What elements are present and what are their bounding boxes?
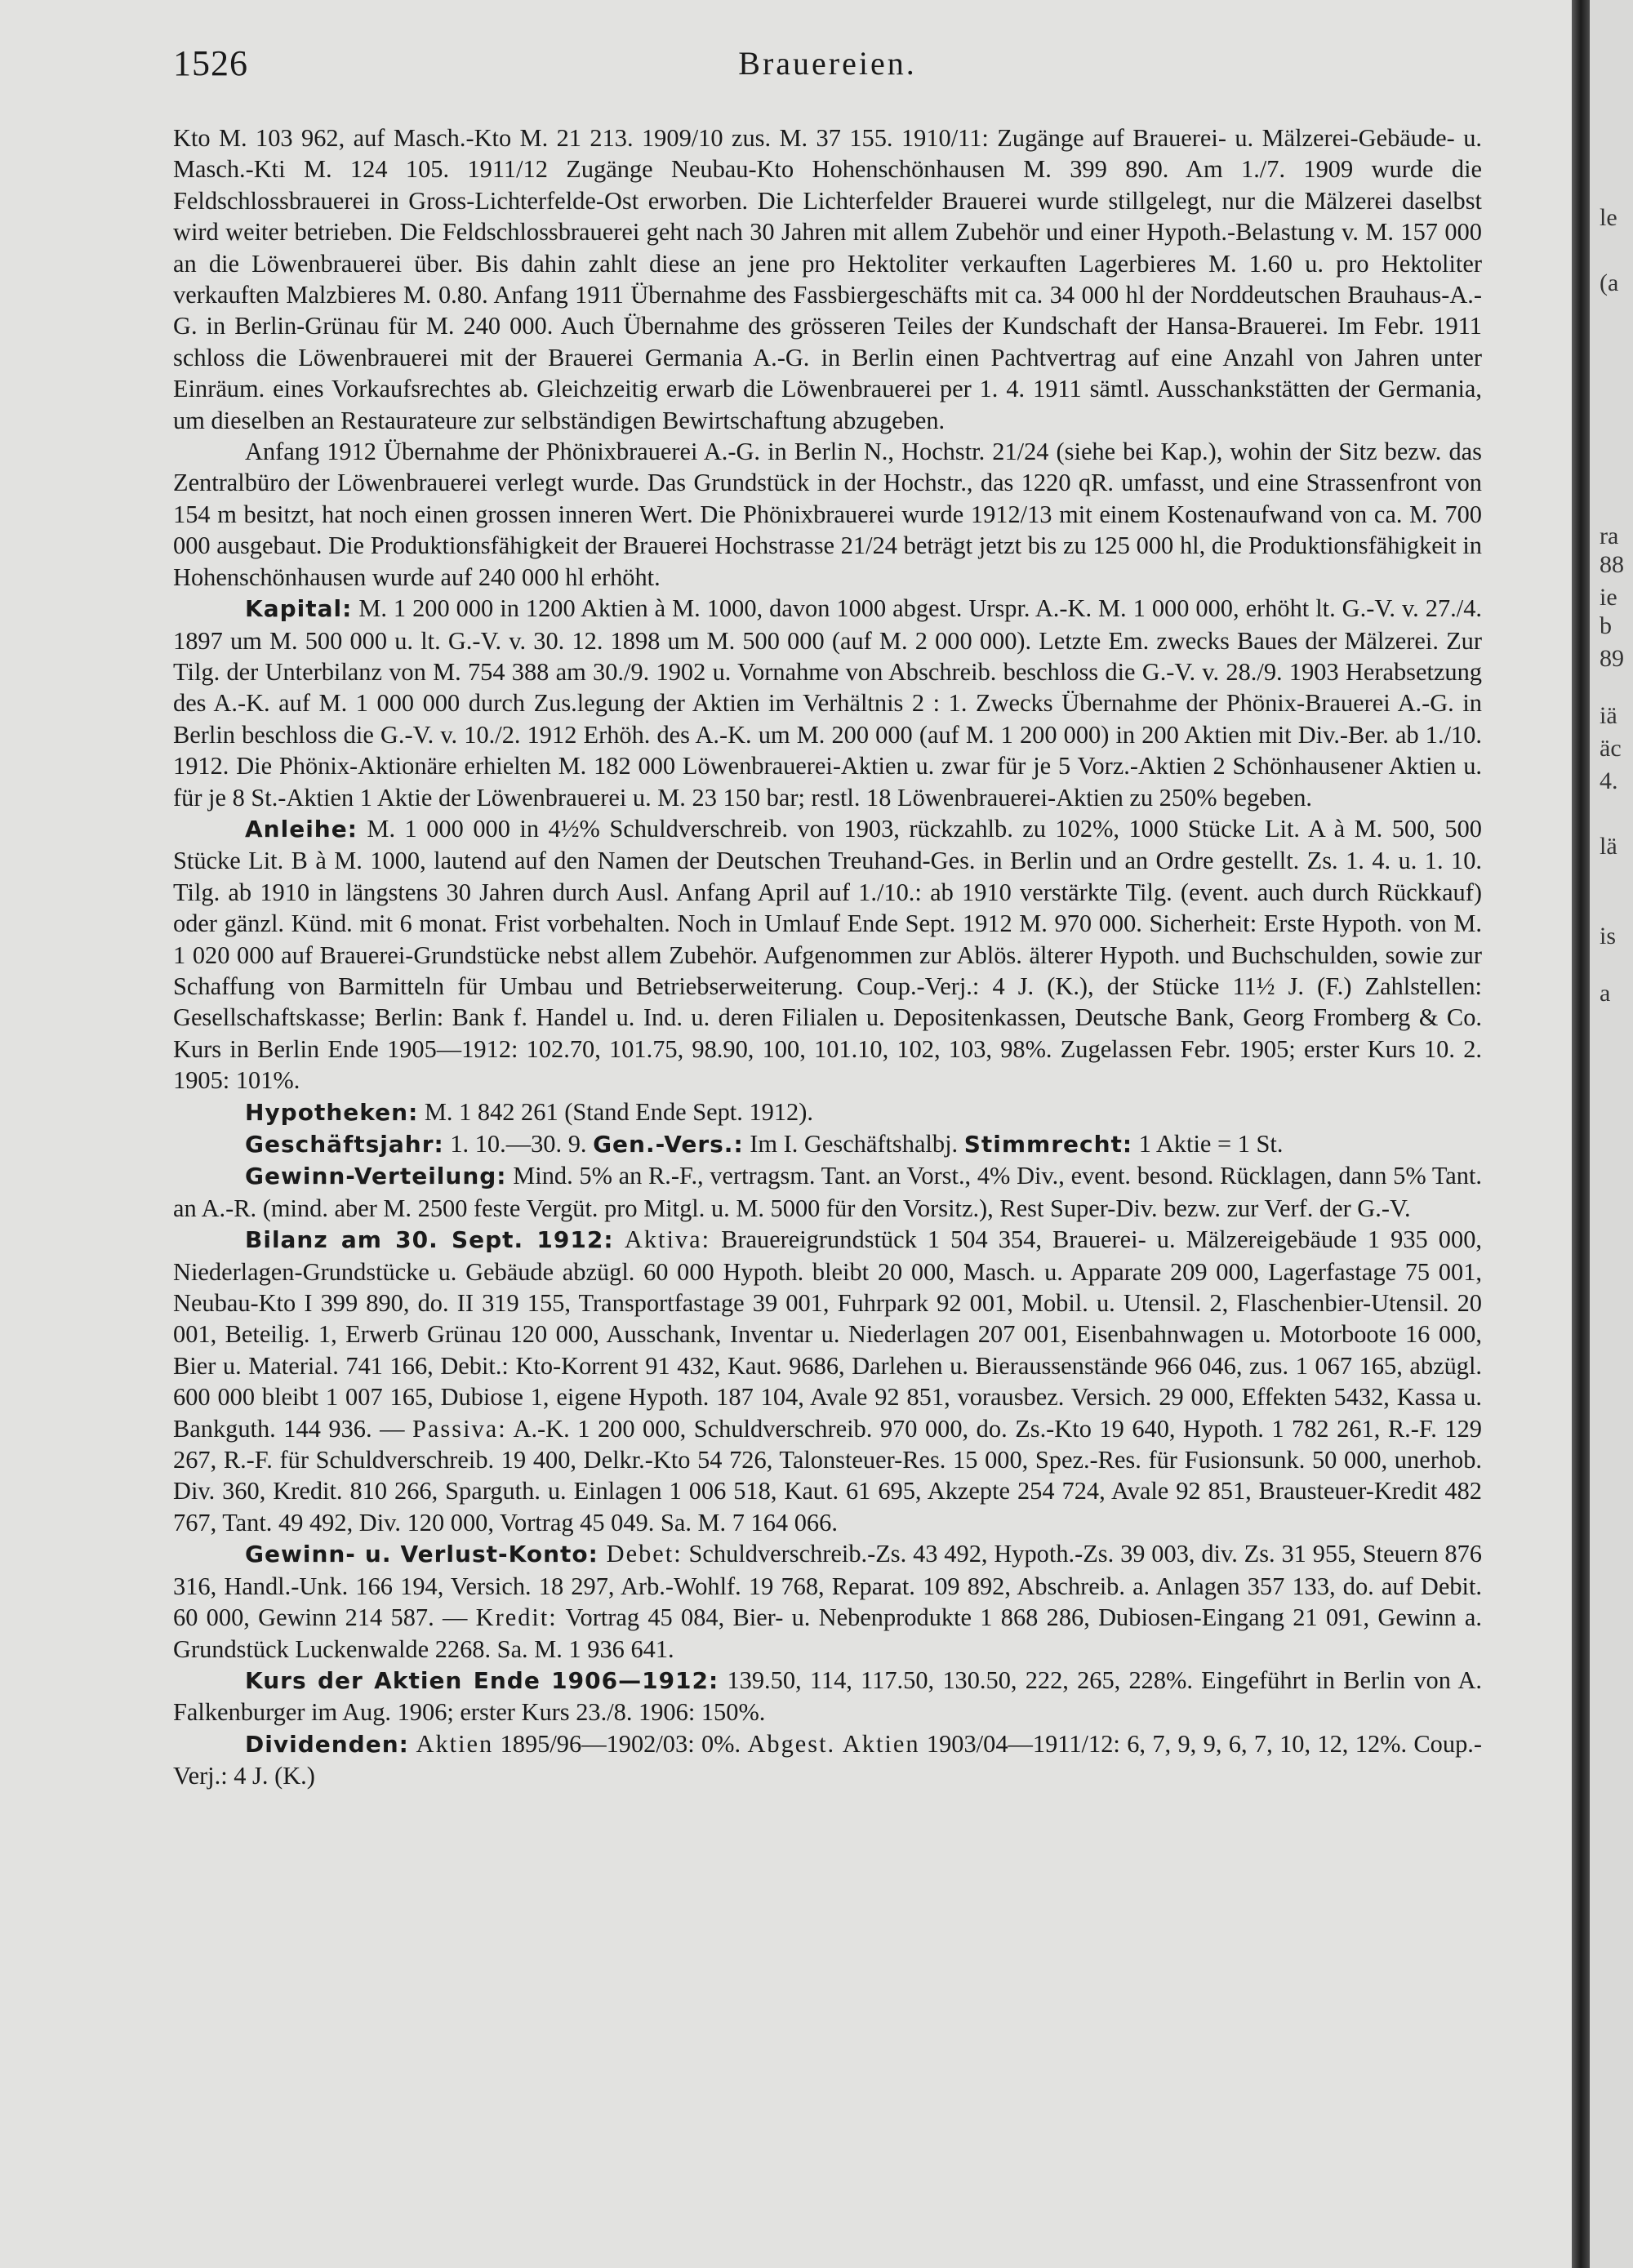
text-genvers: Im I. Geschäftshalbj. bbox=[743, 1130, 964, 1158]
text-kapital: M. 1 200 000 in 1200 Aktien à M. 1000, davon 1000 abgest. Urspr. A.-K. M. 1 000 000, erhöht lt. G.-V. v. 27./4. 1897 um M. 500 000 u. lt. G.-V. v. 30. 12. 1898 um M. 500 000 (auf M. 2 000 000). Letzte Em. zwecks Baues der Mälzerei. Zur Tilg. der Unterbilanz von M. 754 388 am 30./9. 1902 u. Vornahme von Abschreib. beschloss die G.-V. v. 28./9. 1903 Herabsetzung des A.-K. auf M. 1 000 000 durch Zus.legung der Aktien im Verhältnis 2 : 1. Zwecks Übernahme der Phönix-Brauerei A.-G. in Berlin beschloss die G.-V. v. 10./2. 1912 Erhöh. des A.-K. um M. 200 000 (auf M. 1 200 000) in 200 Aktien mit Div.-Ber. ab 1./10. 1912. Die Phönix-Aktionäre erhielten M. 182 000 Löwenbrauerei-Aktien u. zwar für je 5 Vorz.-Aktien 2 Schönhausener Aktien u. für je 8 St.-Aktien 1 Aktie der Löwenbrauerei u. M. 23 150 bar; restl. 18 Löwenbrauerei-Aktien zu 250% begeben. bbox=[173, 594, 1482, 812]
text-gewinnverteilung: Mind. 5% an R.-F., vertragsm. Tant. an Vorst., 4% Div., event. besond. Rücklagen, dann 5% Tant. an A.-R. (mind. aber M. 2500 feste Vergüt. pro Mitgl. u. M. 5000 für den Vorsitz.), Rest Super-Div. bezw. zur Verf. der G.-V. bbox=[173, 1162, 1482, 1222]
edge-fragment: b bbox=[1600, 612, 1612, 639]
heading-gewinnverteilung: Gewinn-Verteilung: bbox=[245, 1163, 507, 1190]
heading-hypotheken: Hypotheken: bbox=[245, 1098, 419, 1126]
section-geschaeftsjahr bbox=[173, 1128, 1482, 1160]
edge-fragment: äc bbox=[1600, 735, 1622, 762]
adjacent-page-edge bbox=[1590, 0, 1633, 2268]
text-kurs: 139.50, 114, 117.50, 130.50, 222, 265, 228%. Eingeführt in Berlin von A. Falkenburger im Aug. 1906; erster Kurs 23./8. 1906: 150%. bbox=[173, 1665, 1483, 1727]
page-body bbox=[173, 122, 1482, 1792]
edge-fragment: ra bbox=[1600, 523, 1619, 549]
edge-fragment: lä bbox=[1600, 833, 1617, 860]
section-hypotheken bbox=[173, 1096, 1482, 1128]
section-gewinnverteilung bbox=[173, 1160, 1482, 1224]
text-bilanz-passiva: A.-K. 1 200 000, Schuldverschreib. 970 000, do. Zs.-Kto 19 640, Hypoth. 1 782 261, R.-F. 129 267, R.-F. für Schuldverschreib. 19 400, Delkr.-Kto 54 726, Talonsteuer-Res. 15 000, Spez.-Res. für Fusionsunk. 50 000, unerhob. Div. 360, Kredit. 810 266, Sparguth. u. Einlagen 1 006 518, Kaut. 61 695, Akzepte 254 724, Avale 92 851, Brausteuer-Kredit 482 767, Tant. 49 492, Div. 120 000, Vortrag 45 049. Sa. M. 7 164 066. bbox=[173, 1414, 1483, 1536]
heading-stimmrecht: Stimmrecht: bbox=[963, 1131, 1133, 1158]
section-kurs bbox=[173, 1665, 1482, 1728]
edge-fragment: le bbox=[1600, 204, 1617, 231]
section-anleihe bbox=[173, 813, 1482, 1096]
page-number: 1526 bbox=[173, 43, 248, 83]
edge-fragment: 89 bbox=[1600, 645, 1624, 672]
heading-bilanz: Bilanz am 30. Sept. 1912: bbox=[245, 1226, 614, 1254]
running-head: Brauereien. bbox=[738, 45, 917, 82]
label-debet: Debet: bbox=[598, 1540, 683, 1568]
edge-fragment: is bbox=[1600, 923, 1617, 949]
edge-fragment: iä bbox=[1600, 702, 1617, 729]
edge-fragment: ie bbox=[1600, 584, 1617, 611]
heading-kapital: Kapital: bbox=[245, 595, 353, 623]
heading-genvers: Gen.-Vers.: bbox=[593, 1131, 744, 1158]
heading-anleihe: Anleihe: bbox=[245, 815, 358, 843]
label-abgest-aktien: Abgest. Aktien bbox=[747, 1729, 920, 1758]
label-kredit: Kredit: bbox=[475, 1603, 558, 1632]
page-header bbox=[173, 42, 1482, 91]
heading-kurs: Kurs der Aktien Ende 1906—1912: bbox=[245, 1666, 719, 1694]
text-dividenden-b: 1903/04—1911/12: 6, 7, 9, 9, 6, 7, 10, 12, 12%. Coup.-Verj.: 4 J. (K.) bbox=[173, 1729, 1482, 1790]
text-guv-debet: Schuldverschreib.-Zs. 43 492, Hypoth.-Zs. 39 003, div. Zs. 31 955, Steuern 876 316, Handl.-Unk. 166 194, Versich. 18 297, Arb.-Wohlf. 19 768, Reparat. 109 892, Abschreib. a. Anlagen 357 133, do. auf Debit. 60 000, Gewinn 214 587. — bbox=[173, 1540, 1483, 1632]
edge-fragment: 88 bbox=[1600, 551, 1624, 578]
text-hypotheken: M. 1 842 261 (Stand Ende Sept. 1912). bbox=[418, 1097, 813, 1126]
edge-fragment: (a bbox=[1600, 269, 1619, 296]
section-kapital bbox=[173, 593, 1482, 813]
paragraph-history: Kto M. 103 962, auf Masch.-Kto M. 21 213. 1909/10 zus. M. 37 155. 1910/11: Zugänge auf Brauerei- u. Mälzerei-Gebäude- u. Masch.-Kti M. 124 105. 1911/12 Zugänge Neubau-Kto Hohenschönhausen M. 399 890. Am 1./7. 1909 wurde die Feldschlossbrauerei in Gross-Lichterfelde-Ost erworben. Die Lichterfelder Brauerei wurde stillgelegt, nur die Mälzerei daselbst wird weiter betrieben. Die Feldschlossbrauerei geht nach 30 Jahren mit allem Zubehör und einer Hypoth.-Belastung v. M. 157 000 an die Löwenbrauerei über. Bis dahin zahlt diese an jene pro Hektoliter verkauften Lagerbieres M. 1.60 u. pro Hektoliter verkauften Malzbieres M. 0.80. Anfang 1911 Übernahme des Fassbiergeschäfts mit ca. 34 000 hl der Norddeutschen Brauhaus-A.-G. in Berlin-Grünau für M. 240 000. Auch Übernahme des grösseren Teiles der Kundschaft der Hansa-Brauerei. Im Febr. 1911 schloss die Löwenbrauerei mit der Brauerei Germania A.-G. in Berlin einen Pachtvertrag auf eine Anzahl von Jahren unter Einräum. eines Vorkaufsrechtes ab. Gleichzeitig erwarb die Löwenbrauerei per 1. 4. 1911 sämtl. Ausschankstätten der Germania, um dieselben an Restaurateure zur selbständigen Bewirtschaftung abzugeben. bbox=[173, 124, 1482, 434]
edge-fragment: 4. bbox=[1600, 767, 1618, 794]
edge-fragment: a bbox=[1600, 980, 1611, 1007]
book-gutter bbox=[1572, 0, 1590, 2268]
section-gewinn-verlust bbox=[173, 1538, 1482, 1665]
section-dividenden bbox=[173, 1728, 1482, 1792]
label-passiva: Passiva: bbox=[412, 1414, 507, 1443]
paragraph-phoenix: Anfang 1912 Übernahme der Phönixbrauerei A.-G. in Berlin N., Hochstr. 21/24 (siehe bei Kap.), wohin der Sitz bezw. das Zentralbüro der Löwenbrauerei verlegt wurde. Das Grundstück in der Hochstr., das 1220 qR. umfasst, und eine Strassenfront von 154 m besitzt, hat noch einen grossen inneren Wert. Die Phönixbrauerei wurde 1912/13 mit einem Kostenaufwand von ca. M. 700 000 ausgebaut. Die Produktionsfähigkeit der Brauerei Hochstrasse 21/24 beträgt jetzt bis zu 125 000 hl, die Produktionsfähigkeit in Hohenschönhausen wurde auf 240 000 hl erhöht. bbox=[173, 438, 1482, 591]
text-geschaeftsjahr: 1. 10.—30. 9. bbox=[443, 1130, 594, 1158]
text-bilanz-aktiva: Brauereigrundstück 1 504 354, Brauerei- u. Mälzereigebäude 1 935 000, Niederlagen-Grundstücke u. Gebäude abzügl. 60 000 Hypoth. bleibt 20 000, Masch. u. Apparate 209 000, Lagerfastage 75 001, Neubau-Kto I 399 890, do. II 319 155, Transportfastage 39 001, Fuhrpark 92 001, Mobil. u. Utensil. 2, Flaschenbier-Utensil. 20 001, Beteilig. 1, Erwerb Grünau 120 000, Ausschank, Inventar u. Niederlagen 207 001, Eisenbahnwagen u. Motorboote 16 000, Bier u. Material. 741 166, Debit.: Kto-Korrent 91 432, Kaut. 9686, Darlehen u. Bieraussenstände 966 046, zus. 1 067 165, abzügl. 600 000 bleibt 1 007 165, Dubiose 1, eigene Hypoth. 187 104, Avale 92 851, vorausbez. Versich. 29 000, Effekten 5432, Kassa u. Bankguth. 144 936. — bbox=[173, 1225, 1482, 1443]
text-guv-kredit: Vortrag 45 084, Bier- u. Nebenprodukte 1 868 286, Dubiosen-Eingang 21 091, Gewinn a. Grundstück Luckenwalde 2268. Sa. M. 1 936 641. bbox=[173, 1603, 1482, 1663]
heading-geschaeftsjahr: Geschäftsjahr: bbox=[245, 1131, 444, 1158]
text-dividenden-a: 1895/96—1902/03: 0%. bbox=[493, 1729, 748, 1758]
label-aktien: Aktien bbox=[408, 1729, 494, 1758]
heading-gewinn-verlust: Gewinn- u. Verlust-Konto: bbox=[245, 1541, 598, 1568]
heading-dividenden: Dividenden: bbox=[245, 1730, 409, 1758]
section-bilanz bbox=[173, 1224, 1482, 1538]
text-anleihe: M. 1 000 000 in 4½% Schuldverschreib. von 1903, rückzahlb. zu 102%, 1000 Stücke Lit. A à M. 500, 500 Stücke Lit. B à M. 1000, lautend auf den Namen der Deutschen Treuhand-Ges. in Berlin und an Ordre gestellt. Zs. 1. 4. u. 1. 10. Tilg. ab 1910 in längstens 30 Jahren durch Ausl. Anfang April auf 1./10.: ab 1910 verstärkte Tilg. (event. auch durch Rückkauf) oder gänzl. Künd. mit 6 monat. Frist vorbehalten. Noch in Umlauf Ende Sept. 1912 M. 970 000. Sicherheit: Erste Hypoth. von M. 1 020 000 auf Brauerei-Grundstücke nebst allem Zubehör. Aufgenommen zur Ablös. älterer Hypoth. und Buchschulden, sowie zur Schaffung von Barmitteln für Umbau und Betriebserweiterung. Coup.-Verj.: 4 J. (K.), der Stücke 11½ J. (F.) Zahlstellen: Gesellschaftskasse; Berlin: Bank f. Handel u. Ind. u. deren Filialen u. Depositenkassen, Deutsche Bank, Georg Fromberg & Co. Kurs in Berlin Ende 1905—1912: 102.70, 101.75, 98.90, 100, 101.10, 102, 103, 98%. Zugelassen Febr. 1905; erster Kurs 10. 2. 1905: 101%. bbox=[173, 814, 1482, 1095]
label-aktiva: Aktiva: bbox=[613, 1225, 711, 1254]
text-stimmrecht: 1 Aktie = 1 St. bbox=[1132, 1130, 1284, 1158]
